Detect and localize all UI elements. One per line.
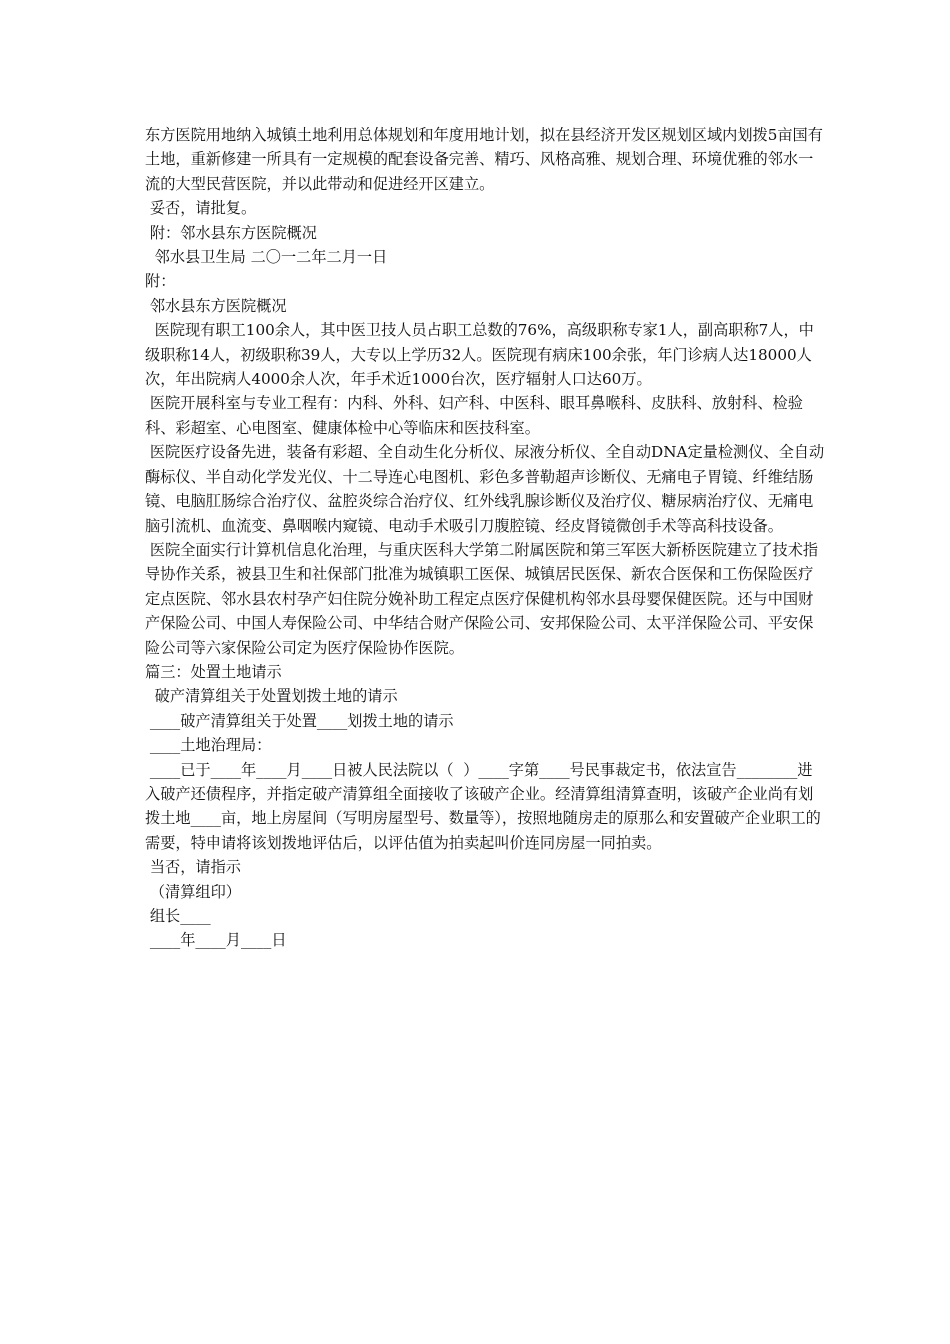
addressee-line: ____土地治理局：	[145, 736, 272, 755]
management-paragraph: 医院全面实行计算机信息化治理，与重庆医科大学第二附属医院和第三军医大新桥医院建立了技术指导协作关系，被县卫生和社保部门批准为城镇职工医保、城镇居民医保、新农合医保和工伤保险医疗定点医院、邻水县农村孕产妇住院分娩补助工程定点医疗保健机构邻水县母婴保健医院。还与中国财产保险公司、中国人寿保险公司、中华结合财产保险公司、安邦保险公司、太平洋保险公司、平安保险公司等六家保险公司定为医疗保险协作医院。	[145, 540, 819, 657]
departments-paragraph: 医院开展科室与专业工程有：内科、外科、妇产科、中医科、眼耳鼻喉科、皮肤科、放射科、检验科、彩超室、心电图室、健康体检中心等临床和医技科室。	[145, 394, 803, 437]
request-body-paragraph: ____已于____年____月____日被人民法院以（ ）____字第____号民事裁定书，依法宣告________进入破产还债程序，并指定破产清算组全面接收了该破产企业。经清算组清算查明，该破产企业尚有划拨土地____亩，地上房屋间（写明房屋型号、数量等），按照地随房走的原那么和安置破产企业职工的需要，特申请将该划拨地评估后，以评估值为拍卖起叫价连同房屋一同拍卖。	[145, 760, 821, 852]
overview-title: 邻水县东方医院概况	[145, 296, 287, 315]
request-title: 破产清算组关于处置划拨土地的请示	[145, 687, 398, 706]
leader-line: 组长____	[145, 907, 211, 925]
request-approval-line: 妥否，请批复。	[145, 199, 257, 218]
attachment-heading: 附：	[145, 272, 176, 291]
request-title-template: ____破产清算组关于处置____划拨土地的请示	[145, 711, 454, 730]
intro-paragraph: 东方医院用地纳入城镇土地利用总体规划和年度用地计划，拟在县经济开发区规划区域内划拨5亩国有土地，重新修建一所具有一定规模的配套设备完善、精巧、风格高雅、规划合理、环境优雅的邻水一流的大型民营医院，并以此带动和促进经开区建立。	[145, 126, 823, 193]
section-three-heading: 篇三：处置土地请示	[145, 662, 282, 681]
seal-line: （清算组印）	[145, 882, 241, 901]
signature-date-line: 邻水县卫生局 二〇一二年二月一日	[145, 248, 388, 267]
date-line: ____年____月____日	[145, 931, 287, 950]
attachment-note: 附：邻水县东方医院概况	[145, 223, 317, 242]
request-instruction-line: 当否，请指示	[145, 858, 241, 877]
document-body	[145, 123, 825, 953]
equipment-paragraph: 医院医疗设备先进，装备有彩超、全自动生化分析仪、尿液分析仪、全自动DNA定量检测仪、全自动酶标仪、半自动化学发光仪、十二导连心电图机、彩色多普勒超声诊断仪、无痛电子胃镜、纤维结肠镜、电脑肛肠综合治疗仪、盆腔炎综合治疗仪、红外线乳腺诊断仪及治疗仪、糖尿病治疗仪、无痛电脑引流机、血流变、鼻咽喉内窥镜、电动手术吸引刀腹腔镜、经皮肾镜微创手术等高科技设备。	[145, 443, 825, 535]
staff-paragraph: 医院现有职工100余人，其中医卫技人员占职工总数的76%，高级职称专家1人，副高职称7人，中级职称14人，初级职称39人，大专以上学历32人。医院现有病床100余张，年门诊病人达18000人次，年出院病人4000余人次，年手术近1000台次，医疗辐射人口达60万。	[145, 321, 814, 389]
